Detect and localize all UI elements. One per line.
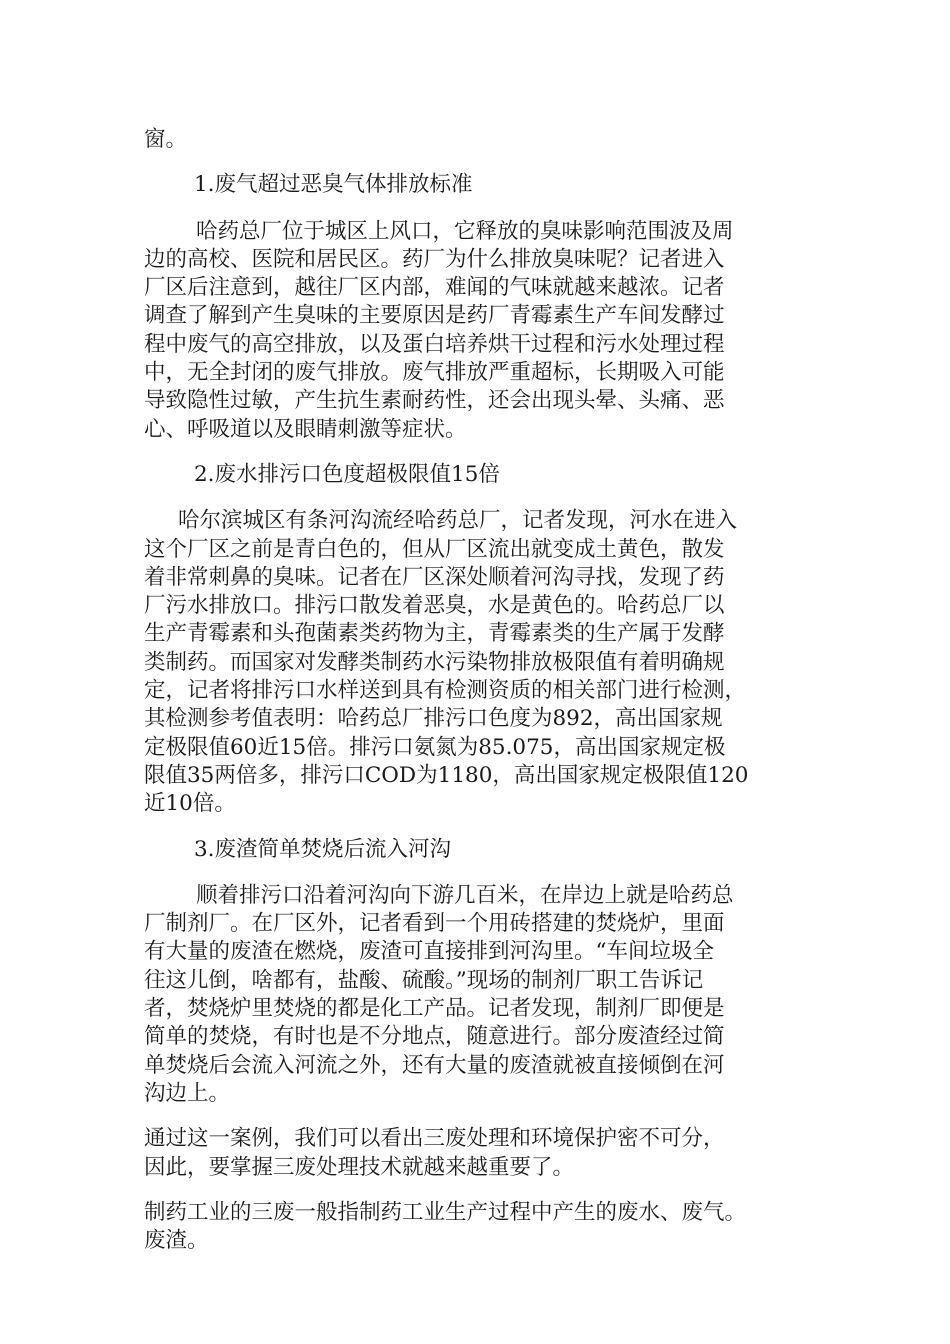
text-line: 生产青霉素和头孢菌素类药物为主，青霉素类的生产属于发酵	[144, 621, 725, 647]
text-line: 厂污水排放口。排污口散发着恶臭，水是黄色的。哈药总厂以	[144, 593, 725, 619]
text-line: 中，无全封闭的废气排放。废气排放严重超标，长期吸入可能	[144, 360, 725, 386]
text-line: 者，焚烧炉里焚烧的都是化工产品。记者发现，制剂厂即便是	[144, 996, 725, 1022]
text-line: 哈药总厂位于城区上风口，它释放的臭味影响范围波及周	[196, 218, 734, 244]
text-line: 沟边上。	[144, 1080, 231, 1106]
text-line: 往这儿倒，啥都有，盐酸、硫酸。”现场的制剂厂职工告诉记	[144, 967, 704, 993]
paragraph-exhaust-gas	[144, 218, 808, 444]
text-line: 顺着排污口沿着河沟向下游几百米，在岸边上就是哈药总	[196, 882, 734, 908]
text-line: 单焚烧后会流入河流之外，还有大量的废渣就被直接倾倒在河	[144, 1052, 725, 1078]
text-line: 窗。	[144, 127, 188, 152]
paragraph-conclusion	[144, 1125, 808, 1182]
text-line: 近10倍。	[144, 791, 236, 817]
text-line: 厂区后注意到，越往厂区内部，难闻的气味就越来越浓。记者	[144, 275, 725, 301]
text-line: 类制药。而国家对发酵类制药水污染物排放极限值有着明确规	[144, 649, 725, 675]
text-line: 这个厂区之前是青白色的，但从厂区流出就变成土黄色，散发	[144, 536, 725, 562]
text-line: 因此，要掌握三废处理技术就越来越重要了。	[144, 1154, 575, 1180]
lead-fragment	[144, 126, 808, 154]
text-line: 着非常刺鼻的臭味。记者在厂区深处顺着河沟寻找，发现了药	[144, 564, 725, 590]
text-line: 简单的焚烧，有时也是不分地点，随意进行。部分废渣经过简	[144, 1024, 725, 1050]
heading-text: 2.废水排污口色度超极限值15倍	[194, 461, 500, 487]
text-line: 边的高校、医院和居民区。药厂为什么排放臭味呢？记者进入	[144, 246, 725, 272]
section-heading-3	[144, 836, 808, 864]
text-line: 调查了解到产生臭味的主要原因是药厂青霉素生产车间发酵过	[144, 303, 725, 329]
text-line: 限值35两倍多，排污口COD为1180，高出国家规定极限值120	[144, 762, 749, 788]
section-heading-2	[144, 461, 808, 489]
text-line: 定极限值60近15倍。排污口氨氮为85.075，高出国家规定极	[144, 734, 726, 760]
paragraph-waste-residue	[144, 882, 808, 1108]
text-line: 废渣。	[144, 1228, 209, 1254]
text-line: 通过这一案例，我们可以看出三废处理和环境保护密不可分，	[144, 1126, 725, 1152]
text-line: 制药工业的三废一般指制药工业生产过程中产生的废水、废气。	[144, 1199, 747, 1225]
text-line: 心、呼吸道以及眼睛刺激等症状。	[144, 416, 467, 442]
heading-text: 1.废气超过恶臭气体排放标准	[194, 172, 473, 198]
section-heading-1	[144, 171, 808, 199]
heading-text: 3.废渣简单焚烧后流入河沟	[194, 836, 452, 862]
text-line: 定，记者将排污口水样送到具有检测资质的相关部门进行检测，	[144, 678, 747, 704]
paragraph-definition	[144, 1199, 808, 1256]
text-line: 有大量的废渣在燃烧，废渣可直接排到河沟里。“车间垃圾全	[144, 939, 714, 965]
text-line: 导致隐性过敏，产生抗生素耐药性，还会出现头晕、头痛、恶	[144, 388, 725, 414]
document-page	[144, 126, 808, 1255]
text-line: 哈尔滨城区有条河沟流经哈药总厂，记者发现，河水在进入	[178, 508, 738, 534]
text-line: 程中废气的高空排放，以及蛋白培养烘干过程和污水处理过程	[144, 331, 725, 357]
paragraph-wastewater	[144, 507, 808, 818]
text-line: 厂制剂厂。在厂区外，记者看到一个用砖搭建的焚烧炉，里面	[144, 911, 725, 937]
text-line: 其检测参考值表明：哈药总厂排污口色度为892，高出国家规	[144, 706, 723, 732]
